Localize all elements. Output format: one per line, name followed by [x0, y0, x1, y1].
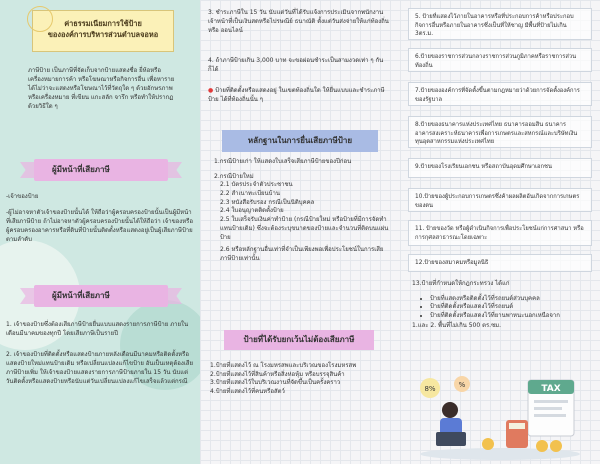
- exempt-item: 1.ป้ายที่แสดงไว้ ณ โรงมหรสพและบริเวณของโรงมหรสพ: [210, 362, 357, 369]
- calculator-screen-icon: [509, 423, 525, 429]
- pin-note: [208, 86, 392, 104]
- exempt-card-9: 9.ป้ายของโรงเรียนเอกชน หรือสถาบันอุดมศึกษาเอกชน: [408, 158, 592, 178]
- evidence-list: [214, 158, 392, 264]
- section-header-label: ผู้มีหน้าที่เสียภาษี: [52, 165, 110, 174]
- coin-icon: [482, 438, 494, 450]
- intro-text: ภาษีป้าย เป็นภาษีที่จัดเก็บจากป้ายแสดงชื่อ ยี่ห้อหรือเครื่องหมายการค้า หรือโฆษณาหรือกิจการอื่น เพื่อหารายได้ไม่ว่าจะแสดงหรือโฆษณาไว้ที่วัตถุใด ๆ ด้วยอักษรภาพ หรือเครื่องหมาย ที่เขียน แกะสลัก จารึก หรือทำให้ปรากฏด้วยวิธีใด ๆ: [28, 67, 175, 111]
- taxpayer-item: -เจ้าของป้าย: [6, 193, 39, 200]
- evidence-item: 2.1 บัตรประจำตัวประชาชน: [220, 181, 293, 189]
- document-line-icon: [534, 400, 568, 403]
- tax-label: TAX: [541, 384, 561, 394]
- evidence-item: 2.กรณีป้ายใหม่: [214, 172, 254, 180]
- percent-bubble-label: 8%: [424, 385, 436, 393]
- laptop-icon: [436, 432, 466, 446]
- payment-item-3: 3. ชำระภาษีใน 15 วัน นับแต่วันที่ได้รับแจ้งการประเมินจากพนักงานเจ้าหน้าที่เป็นเงินสดหรือไปรษณีย์ ธนาณัติ ตั้งแต่วันส่งจ่ายให้แก่ท้องถิ่นหรือ ออนไลน์: [208, 9, 389, 35]
- section-header-exempt: [224, 330, 374, 350]
- panel-middle: [200, 0, 400, 464]
- section-header-evidence: [222, 130, 378, 152]
- pin-icon: ●: [208, 87, 214, 94]
- tax-illustration: [410, 370, 590, 460]
- section-header-label: ป้ายที่ได้รับยกเว้นไม่ต้องเสียภาษี: [243, 335, 355, 344]
- page-title: [32, 10, 174, 52]
- panel-right: [400, 0, 600, 464]
- exempt-item: 4.ป้ายที่แสดงไว้ที่คนหรือสัตว์: [210, 388, 285, 396]
- section-header-taxpayer: [34, 159, 168, 181]
- evidence-item: 2.2 สำเนาทะเบียนบ้าน: [220, 190, 280, 198]
- evidence-item: 2.6 หรือหลักฐานอื่นเท่าที่จำเป็นเพียงพอเพื่อประโยชน์ในการเสียภาษีป้ายเท่านั้น: [220, 246, 384, 262]
- exempt-bullets: [412, 295, 594, 321]
- evidence-item: 2.4 ใบอนุญาตติดตั้งป้าย: [220, 207, 284, 215]
- exempt-item: 2.ป้ายที่แสดงไว้ที่สินค้าหรือสิ่งห่อหุ้ม หรือบรรจุสินค้า: [210, 370, 345, 378]
- last-line: 1.และ 2. พื้นที่ไม่เกิน 500 ตร.ซม.: [412, 321, 502, 329]
- evidence-item: 2.3 หนังสือรับรอง กรณีเป็นนิติบุคคล: [220, 198, 315, 206]
- filing-item: 1. เจ้าของป้ายซึ่งต้องเสียภาษีป้ายยื่นแบบแสดงรายการภาษีป้าย ภายในเดือนมีนาคมของทุกปี โดยเสียภาษีเป็นรายปี: [6, 321, 189, 338]
- section-header-taxpayer-2: [34, 285, 168, 307]
- bullet-item: • ป้ายที่แสดงหรือติดตั้งไว้ที่รถยนต์ส่วนบุคคล: [430, 295, 594, 304]
- percent-bubble-label: %: [458, 381, 466, 389]
- panel-left: [0, 0, 200, 464]
- exempt-item-13-text: 13.ป้ายที่กำหนดให้กฎกระทรวง ได้แก่: [412, 280, 510, 287]
- section-header-label: ผู้มีหน้าที่เสียภาษี: [52, 291, 110, 300]
- coin-icon: [536, 440, 548, 452]
- bullet-item: • ป้ายที่ติดตั้งหรือแสดงไว้ที่ยานพาหนะนอกเหนือจาก: [430, 312, 594, 321]
- section-header-label: หลักฐานในการยื่นเสียภาษีป้าย: [247, 136, 353, 145]
- evidence-item: 1.กรณีป้ายเก่า ให้แสดงใบเสร็จเสียภาษีป้ายของปีก่อน: [214, 158, 352, 165]
- exempt-card-8: 8.ป้ายของธนาคารแห่งประเทศไทย ธนาคารออมสิน ธนาคารอาคารสงเคราะห์ธนาคารเพื่อการเกษตรและสหกรณ์และบริษัทเงินทุนอุตสาหกรรมแห่งประเทศไทย: [408, 116, 592, 148]
- payment-item-4: 4. ถ้าภาษีป้ายเกิน 3,000 บาท จะขอผ่อนชำระเป็นสามงวดเท่า ๆ กันก็ได้: [208, 57, 384, 74]
- pin-note-text: ป้ายที่ติดตั้งหรือแสดงอยู่ ในเขตท้องถิ่นใด ให้ยื่นแบบและชำระภาษีป้าย ได้ที่ท้องถิ่นนั้น ๆ: [208, 87, 385, 104]
- exempt-item-13: [412, 280, 594, 330]
- person-head-icon: [442, 402, 458, 418]
- coin-icon: [550, 440, 562, 452]
- bullet-item: • ป้ายที่ติดตั้งหรือแสดงไว้ที่รถยนต์: [430, 303, 594, 312]
- exempt-card-10: 10.ป้ายของผู้ประกอบการเกษตรซึ่งค้าผลผลิตอันเกิดจากการเกษตรของตน: [408, 188, 592, 212]
- exempt-card-12: 12.ป้ายของสมาคมหรือมูลนิธิ: [408, 254, 592, 272]
- title-line-1: ค่าธรรมเนียมการใช้ป้าย: [64, 19, 142, 28]
- filing-item: 2. เจ้าของป้ายที่ติดตั้งหรือแสดงป้ายภายหลังเดือนมีนาคมหรือติดตั้งหรือแสดงป้ายใหม่แทนป้ายเดิม หรือเปลี่ยนแปลงแก้ไขป้าย อันเป็นเหตุต้องเสียภาษีป้ายเพิ่ม ให้เจ้าของป้ายแสดงรายการภาษีป้ายภายใน 15 วัน นับแต่วันติดตั้งหรือแสดงป้ายหรือนับแต่วันเปลี่ยนแปลงแก้ไขเสร็จแล้วแต่กรณี: [6, 351, 193, 386]
- evidence-item: 2.5 ใบเสร็จรับเงินค่าทำป้าย (กรณีป้ายใหม่ หรือป้ายที่มีการจัดทำแทนป้ายเดิม) ซึ่งจะต้องระบุขนาดของป้ายและจำนวนที่ติดบนแผ่นป้าย: [220, 216, 389, 241]
- taxpayer-item: -ผู้ไม่อาจหาตัวเจ้าของป้ายนั้นได้ ให้ถือว่าผู้ครอบครองป้ายนั้นเป็นผู้มีหน้าที่เสียภาษีป้าย ถ้าไม่อาจหาตัวผู้ครอบครองป้ายนั้นได้ให้ถือว่า เจ้าของหรือผู้ครอบครองอาคารหรือที่ดินที่ป้ายนั้นติดตั้งหรือแสดงอยู่เป็นผู้เสียภาษีป้ายตามลำดับ: [6, 209, 193, 244]
- exempt-card-7: 7.ป้ายขององค์การที่จัดตั้งขึ้นตามกฎหมายว่าด้วยการจัดตั้งองค์การของรัฐบาล: [408, 82, 592, 106]
- title-line-2: ขององค์การบริหารส่วนตำบลจอหอ: [47, 29, 159, 39]
- exempt-card-5: 5. ป้ายที่แสดงไว้ภายในอาคารหรือที่ประกอบการค้าหรือประกอบกิจการอื่นหรือภายในอาคารซึ่งเป็นที่ให้ชาญ มีพื้นที่ป้ายไม่เกิน 3ตร.ม.: [408, 8, 592, 40]
- exempt-item: 3.ป้ายที่แสดงไว้ในบริเวณงานที่จัดขึ้นเป็นครั้งคราว: [210, 379, 341, 387]
- exempt-list: [210, 362, 392, 397]
- document-line-icon: [534, 414, 566, 417]
- exempt-card-6: 6.ป้ายของราชการส่วนกลางราชการส่วนภูมิภาคหรือราชการส่วนท้องถิ่น: [408, 48, 592, 72]
- document-line-icon: [534, 407, 562, 410]
- exempt-card-11: 11. ป้ายของวัด หรือผู้ดำเนินกิจการเพื่อประโยชน์แก่การศาสนา หรือการกุศลสาธารณะโดยเฉพาะ: [408, 220, 592, 246]
